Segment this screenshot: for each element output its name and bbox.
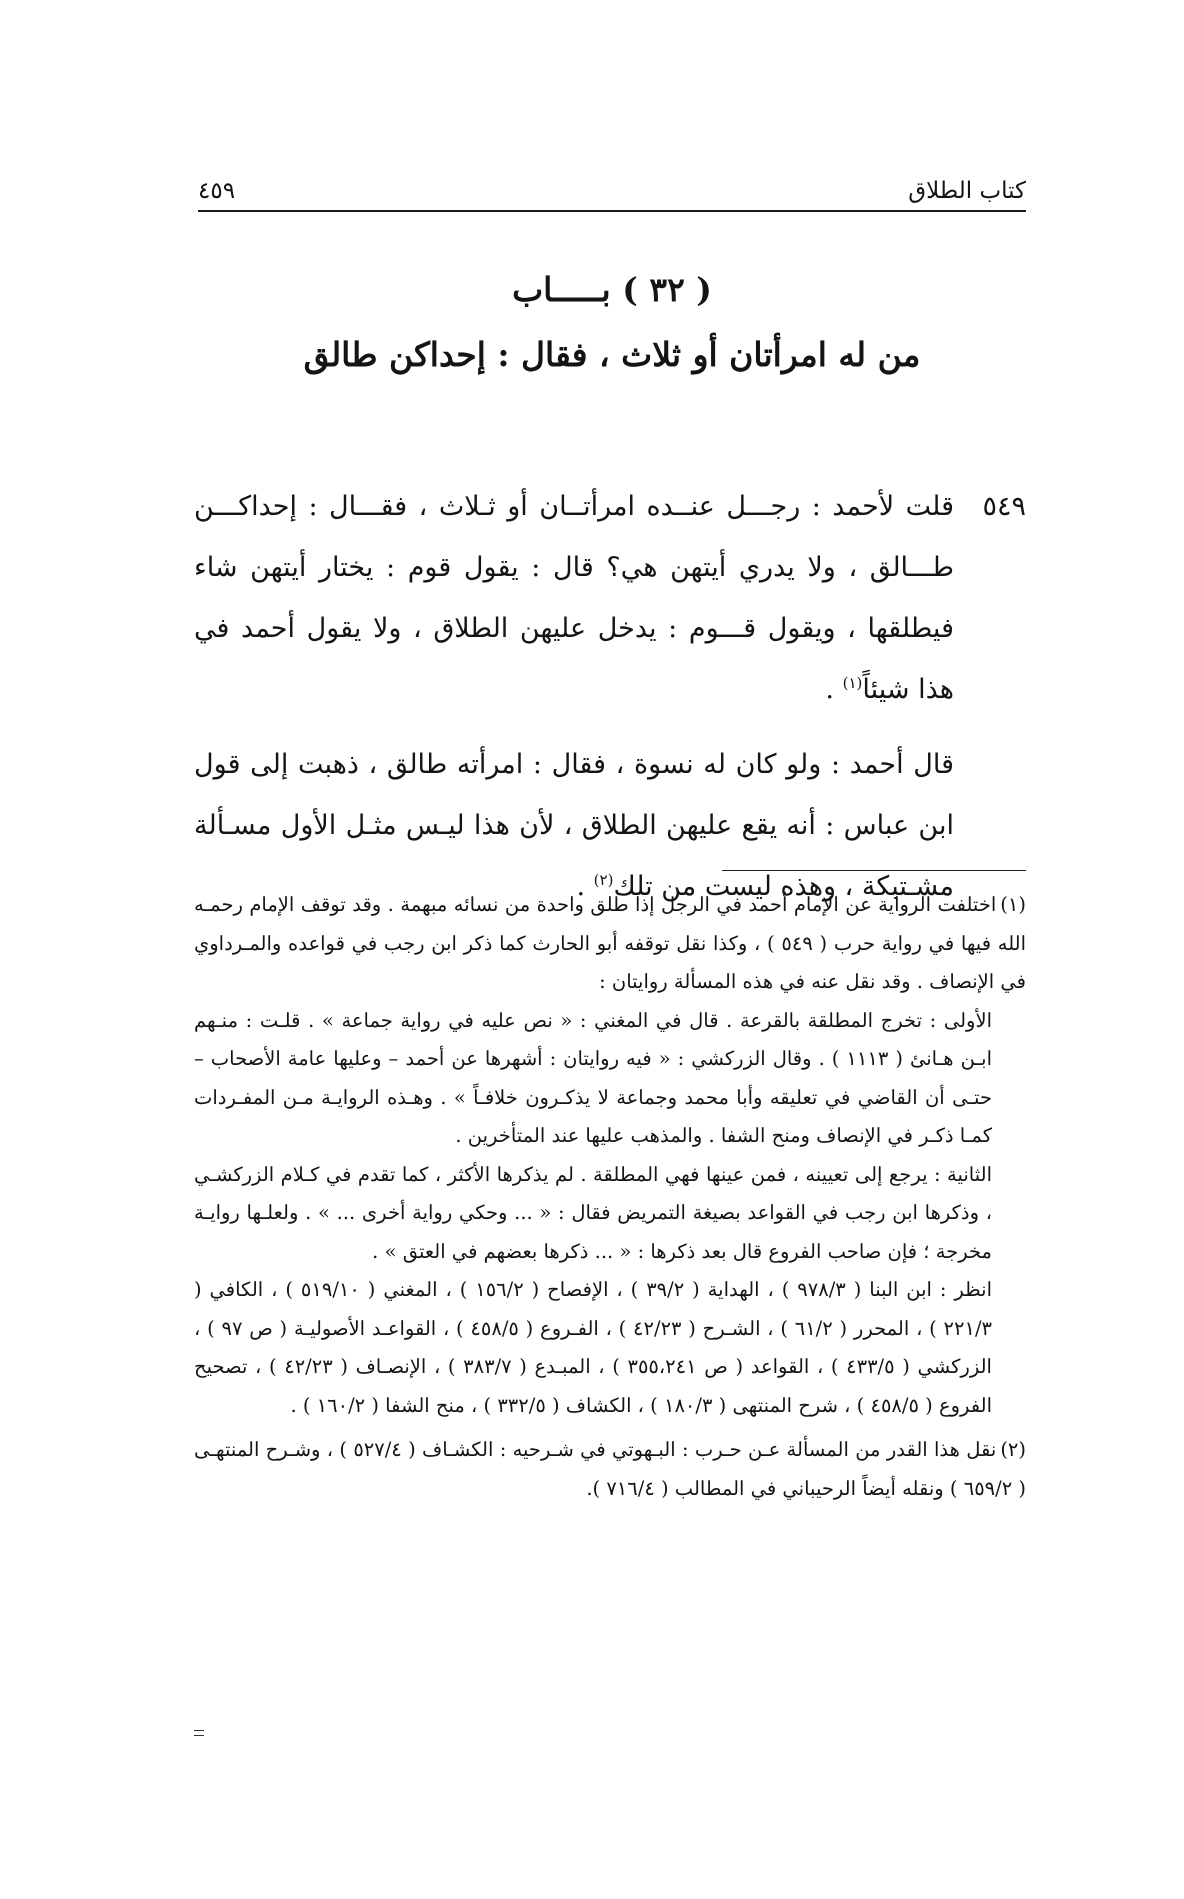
printer-mark xyxy=(194,1730,204,1736)
running-title: كتاب الطلاق xyxy=(908,178,1026,204)
footnote-1-first-narration: الأولى : تخرج المطلقة بالقرعة . قال في المغني : « نص عليه في رواية جماعة » . قلـت : منـهم ابـن هـانئ ( ١١١٣ ) . وقال الزركشي : « فيه روايتان : أشهرها عن أحمد – وعليها عامة الأصحاب – حتـى أن القاضي في تعليقه وأبا محمد وجماعة لا يذكـرون خلافـاً » . وهـذه الروايـة مـن المفـردات كمـا ذكـر في الإنصاف ومنح الشفا . والمذهب عليها عند المتأخرين . xyxy=(194,1008,992,1147)
page-number: ٤٥٩ xyxy=(198,178,236,204)
main-text xyxy=(194,476,1026,917)
footnote-ref-2[interactable]: (٢) xyxy=(593,871,614,889)
footnote-ref-1[interactable]: (١) xyxy=(842,674,863,692)
footnote-1-references: انظر : ابن البنا ( ٩٧٨/٣ ) ، الهداية ( ٣٩/٢ ) ، الإفصاح ( ١٥٦/٢ ) ، المغني ( ٥١٩/١٠ ) ، الكافي ( ٢٢١/٣ ) ، المحرر ( ٦١/٢ ) ، الشـرح ( ٤٢/٢٣ ) ، الفـروع ( ٤٥٨/٥ ) ، القواعـد الأصوليـة ( ص ٩٧ ) ، الزركشي ( ٤٣٣/٥ ) ، القواعد ( ص ٣٥٥،٢٤١ ) ، المبـدع ( ٣٨٣/٧ ) ، الإنصـاف ( ٤٢/٢٣ ) ، تصحيح الفروع ( ٤٥٨/٥ ) ، شرح المنتهى ( ١٨٠/٣ ) ، الكشاف ( ٣٣٢/٥ ) ، منح الشفا ( ١٦٠/٢ ) . xyxy=(194,1278,992,1417)
paragraph-end: . xyxy=(825,674,843,705)
footnote-1-second-narration: الثانية : يرجع إلى تعيينه ، فمن عينها فهي المطلقة . لم يذكرها الأكثر ، كما تقدم في كـلام الزركشـي ، وذكرها ابن رجب في القواعد بصيغة التمريض فقال : « ... وحكي رواية أخرى ... » . ولعلـها روايـة مخرجة ؛ فإن صاحب الفروع قال بعد ذكرها : « ... ذكرها بعضهم في العتق » . xyxy=(194,1162,992,1263)
chapter-number: ( ٣٢ ) بـــــاب xyxy=(512,270,712,309)
paragraph-549 xyxy=(194,476,1026,720)
footnote-marker: (٢) xyxy=(1000,1438,1027,1461)
paragraph-end: . xyxy=(576,871,594,902)
footnote-marker: (١) xyxy=(1000,893,1026,916)
footnote-2 xyxy=(194,1431,1026,1508)
footnote-text: اختلفت الرواية عن الإمام أحمد في الرجل إذا طلق واحدة من نسائه مبهمة . وقد توقف الإمام رحمـه الله فيها في رواية حرب ( ٥٤٩ ) ، وكذا نقل توقفه أبو الحارث كما ذكر ابن رجب في قواعده والمـرداوي في الإنصاف . وقد نقل عنه في هذه المسألة روايتان : xyxy=(194,893,1027,993)
paragraph-number: ٥٤٩ xyxy=(982,491,1026,522)
paragraph-text: قلت لأحمد : رجـــل عنــده امرأتــان أو ثـلاث ، فقـــال : إحداكـــن طـــالق ، ولا يدري أيتهن هي؟ قال : يقول قوم : يختار أيتهن شاء فيطلقها ، ويقول قـــوم : يدخل عليهن الطلاق ، ولا يقول أحمد في هذا شيئاً xyxy=(194,491,954,705)
chapter-title: من له امرأتان أو ثلاث ، فقال : إحداكن طالق xyxy=(303,335,921,374)
chapter-heading xyxy=(198,270,1026,374)
footnote-separator xyxy=(722,870,1026,871)
footnote-text: نقل هذا القدر من المسألة عـن حـرب : البـهوتي في شـرحيه : الكشـاف ( ٥٢٧/٤ ) ، وشـرح المنتهـى ( ٦٥٩/٢ ) ونقله أيضاً الرحيباني في المطالب ( ٧١٦/٤ ). xyxy=(194,1438,1026,1500)
footnotes xyxy=(194,886,1026,1508)
paragraph-text: قال أحمد : ولو كان له نسوة ، فقال : امرأته طالق ، ذهبت إلى قول ابن عباس : أنه يقع عليهن الطلاق ، لأن هذا ليـس مثـل الأول مسـألة مشـتبكة ، وهذه ليست من تلك xyxy=(194,749,954,902)
running-head xyxy=(198,162,1026,212)
footnote-1 xyxy=(194,886,1026,1002)
